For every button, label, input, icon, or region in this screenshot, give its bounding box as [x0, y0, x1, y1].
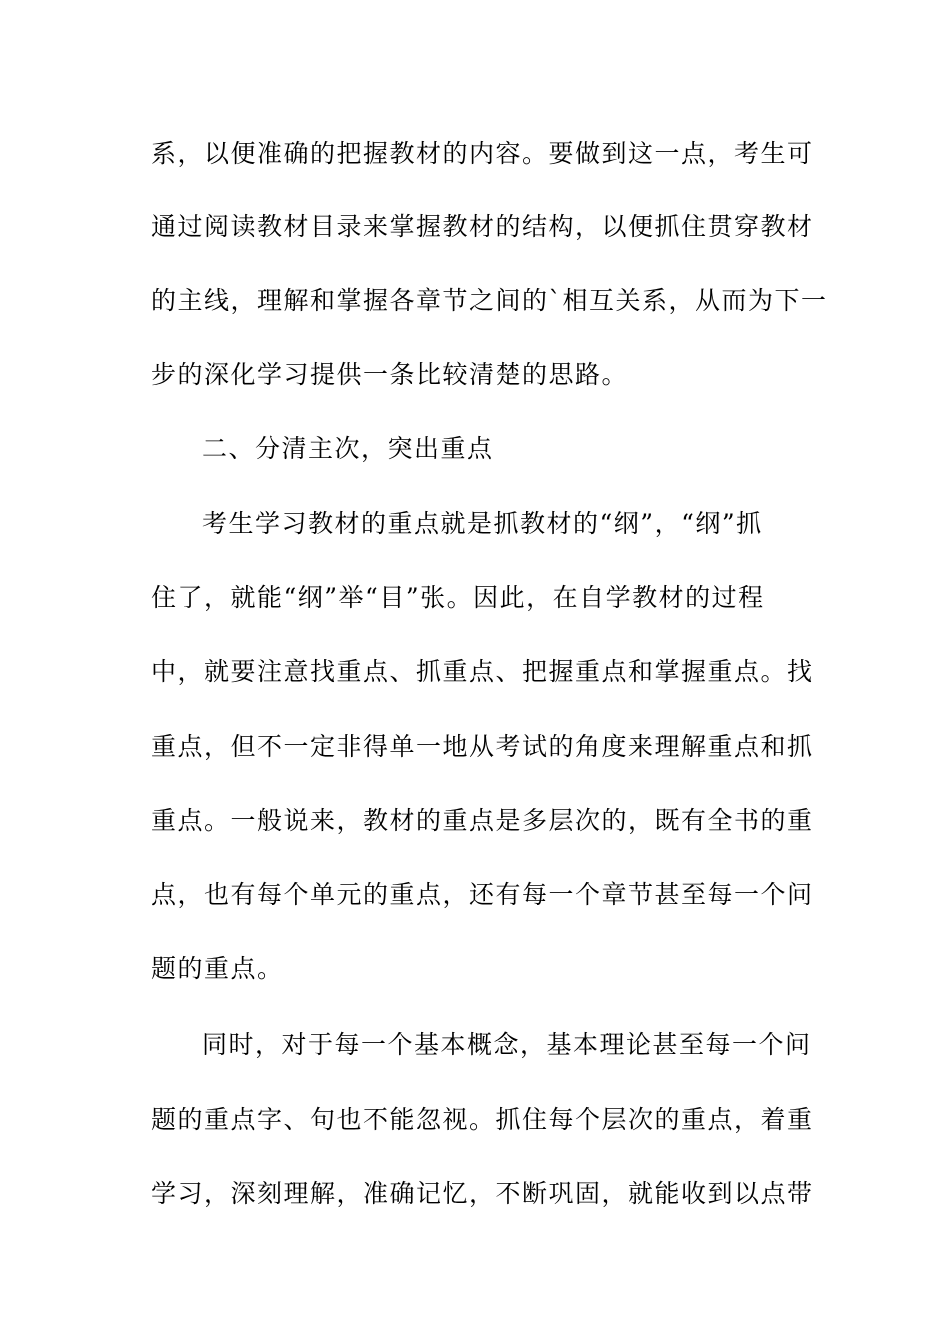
- paragraph-line: 题的重点字、句也不能忽视。抓住每个层次的重点，着重: [151, 1105, 814, 1134]
- paragraph-line: 的主线，理解和掌握各章节之间的`相互关系，从而为下一: [151, 286, 828, 315]
- paragraph-line: 通过阅读教材目录来掌握教材的结构，以便抓住贯穿教材: [151, 212, 814, 241]
- paragraph-line: 点，也有每个单元的重点，还有每一个章节甚至每一个问: [151, 880, 814, 909]
- paragraph-line: 系，以便准确的把握教材的内容。要做到这一点，考生可: [151, 139, 814, 168]
- section-heading: 二、分清主次，突出重点: [202, 434, 494, 463]
- paragraph-line: 同时，对于每一个基本概念，基本理论甚至每一个问: [202, 1030, 812, 1059]
- paragraph-line: 重点，但不一定非得单一地从考试的角度来理解重点和抓: [151, 732, 814, 761]
- paragraph-line: 中，就要注意找重点、抓重点、把握重点和掌握重点。找: [151, 657, 814, 686]
- paragraph-line: 学习，深刻理解，准确记忆，不断巩固，就能收到以点带: [151, 1179, 814, 1208]
- paragraph-line: 步的深化学习提供一条比较清楚的思路。: [151, 360, 629, 389]
- paragraph-line: 考生学习教材的重点就是抓教材的“纲”，“纲”抓: [202, 509, 763, 538]
- paragraph-line: 题的重点。: [151, 954, 284, 983]
- paragraph-line: 重点。一般说来，教材的重点是多层次的，既有全书的重: [151, 806, 814, 835]
- paragraph-line: 住了，就能“纲”举“目”张。因此，在自学教材的过程: [151, 583, 765, 612]
